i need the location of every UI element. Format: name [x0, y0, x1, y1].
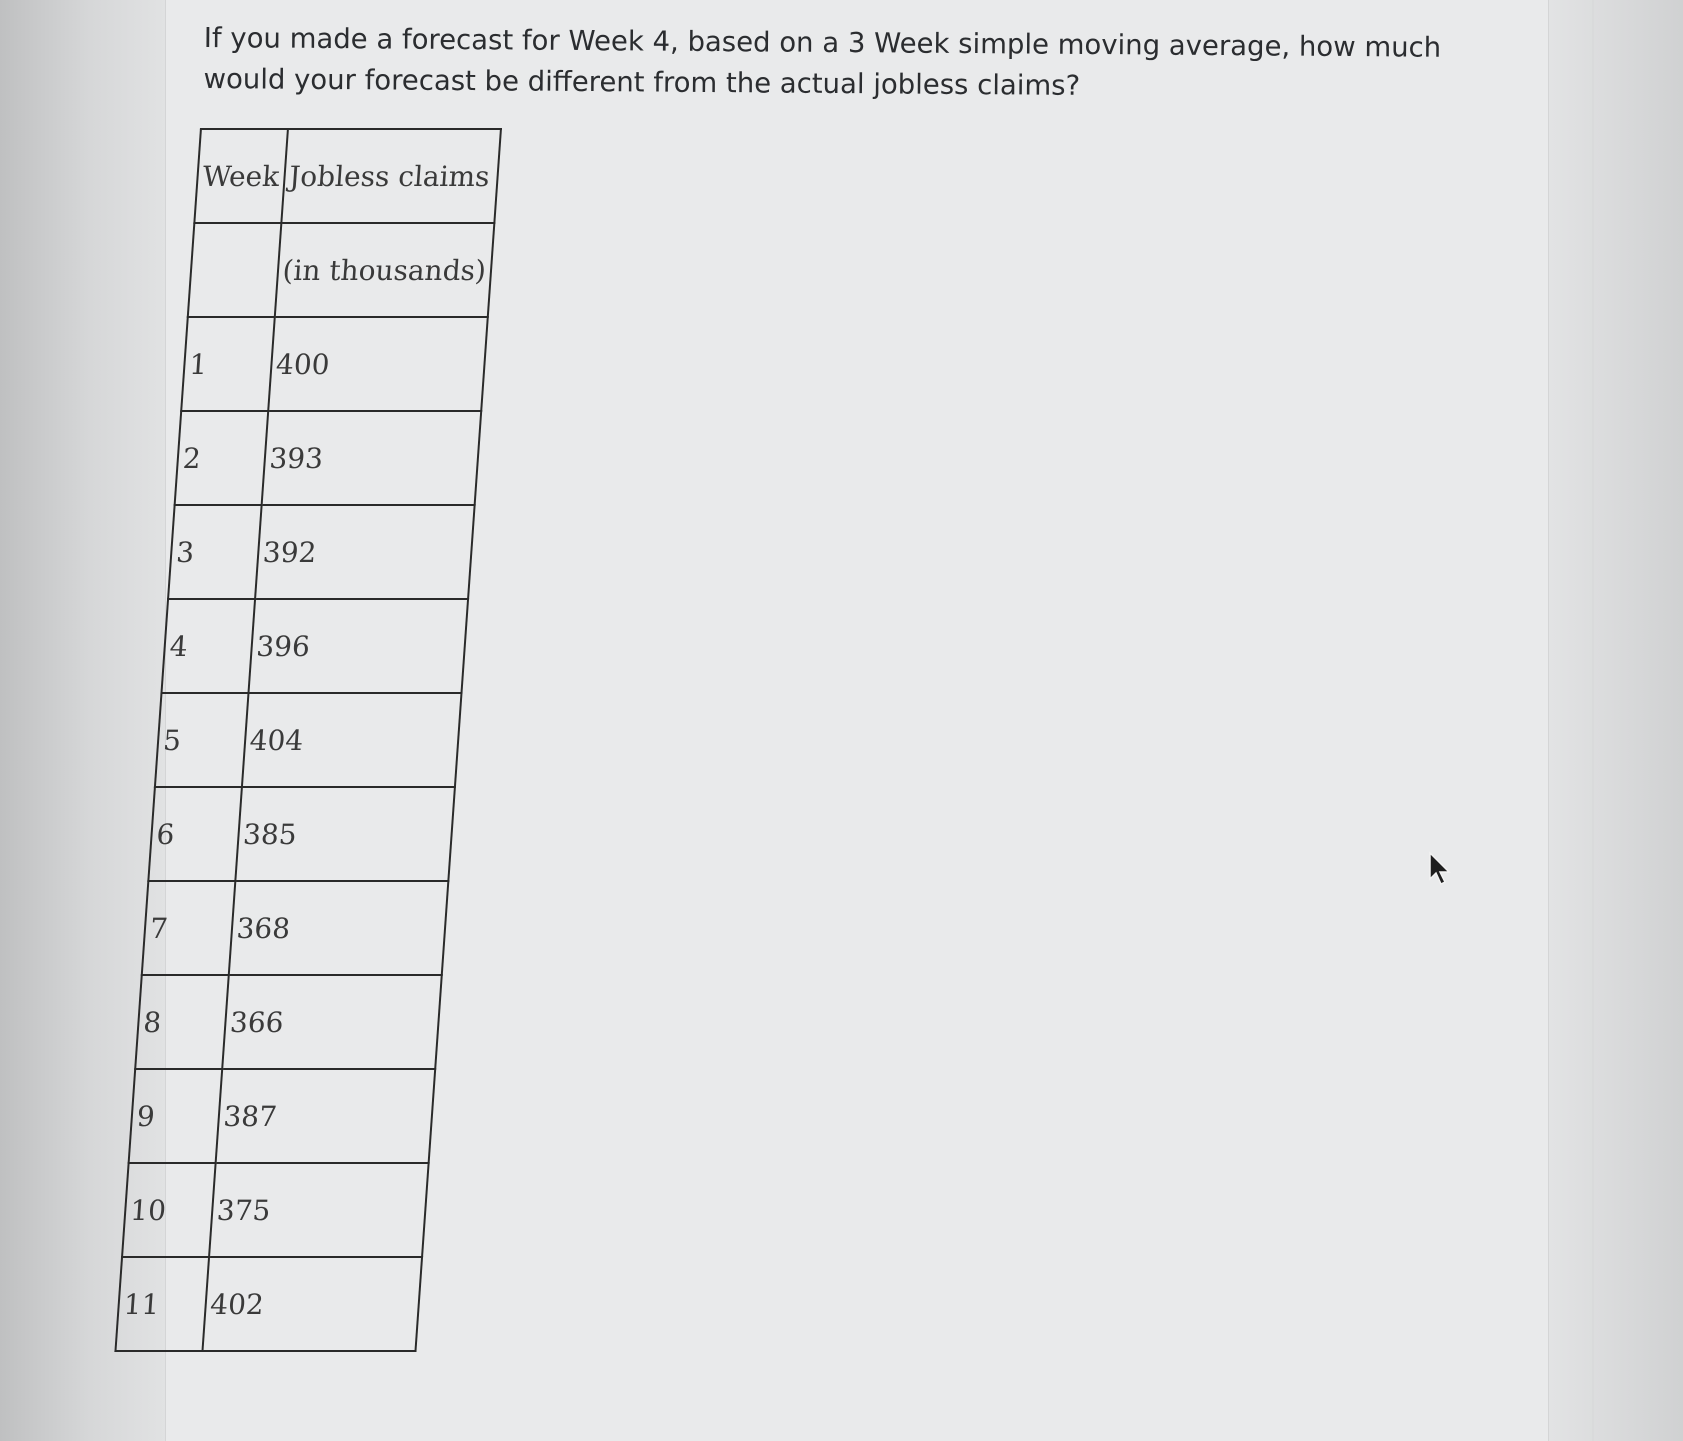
header-week: Week: [194, 129, 287, 223]
claims-cell: 400: [268, 317, 488, 411]
week-cell: 1: [181, 317, 274, 411]
week-cell: 10: [122, 1163, 215, 1257]
table-row: [175, 411, 481, 505]
subheader-units: (in thousands): [274, 223, 494, 317]
table-row: [135, 975, 441, 1069]
claims-cell: 366: [222, 975, 442, 1069]
claims-cell: 387: [215, 1069, 435, 1163]
subheader-week: [188, 223, 281, 317]
panel-divider: [1592, 0, 1594, 1441]
week-cell: 8: [135, 975, 228, 1069]
claims-cell: 375: [209, 1163, 429, 1257]
table-row: [142, 881, 448, 975]
table-header-row: [194, 129, 500, 223]
week-cell: 9: [129, 1069, 222, 1163]
claims-cell: 396: [248, 599, 468, 693]
week-cell: 2: [175, 411, 268, 505]
table-subheader-row: [188, 223, 494, 317]
week-cell: 6: [148, 787, 241, 881]
claims-cell: 385: [235, 787, 455, 881]
claims-cell: 404: [242, 693, 462, 787]
table-row: [168, 505, 474, 599]
table-row: [181, 317, 487, 411]
week-cell: 7: [142, 881, 235, 975]
header-jobless-claims: Jobless claims: [281, 129, 501, 223]
table-row: [129, 1069, 435, 1163]
table-row: [122, 1163, 428, 1257]
week-cell: 5: [155, 693, 248, 787]
week-cell: 3: [168, 505, 261, 599]
claims-cell: 392: [255, 505, 475, 599]
week-cell: 11: [115, 1257, 208, 1351]
claims-cell: 393: [261, 411, 481, 505]
claims-cell: 402: [202, 1257, 422, 1351]
table-row: [161, 599, 467, 693]
week-cell: 4: [161, 599, 254, 693]
table-row: [155, 693, 461, 787]
claims-cell: 368: [228, 881, 448, 975]
table-row: [115, 1257, 421, 1351]
table-row: [148, 787, 454, 881]
question-text: If you made a forecast for Week 4, based on a 3 Week simple moving average, how much would your forecast be different from the actual jobless claims?: [203, 21, 1442, 102]
arrow-cursor-icon: [1428, 851, 1454, 887]
